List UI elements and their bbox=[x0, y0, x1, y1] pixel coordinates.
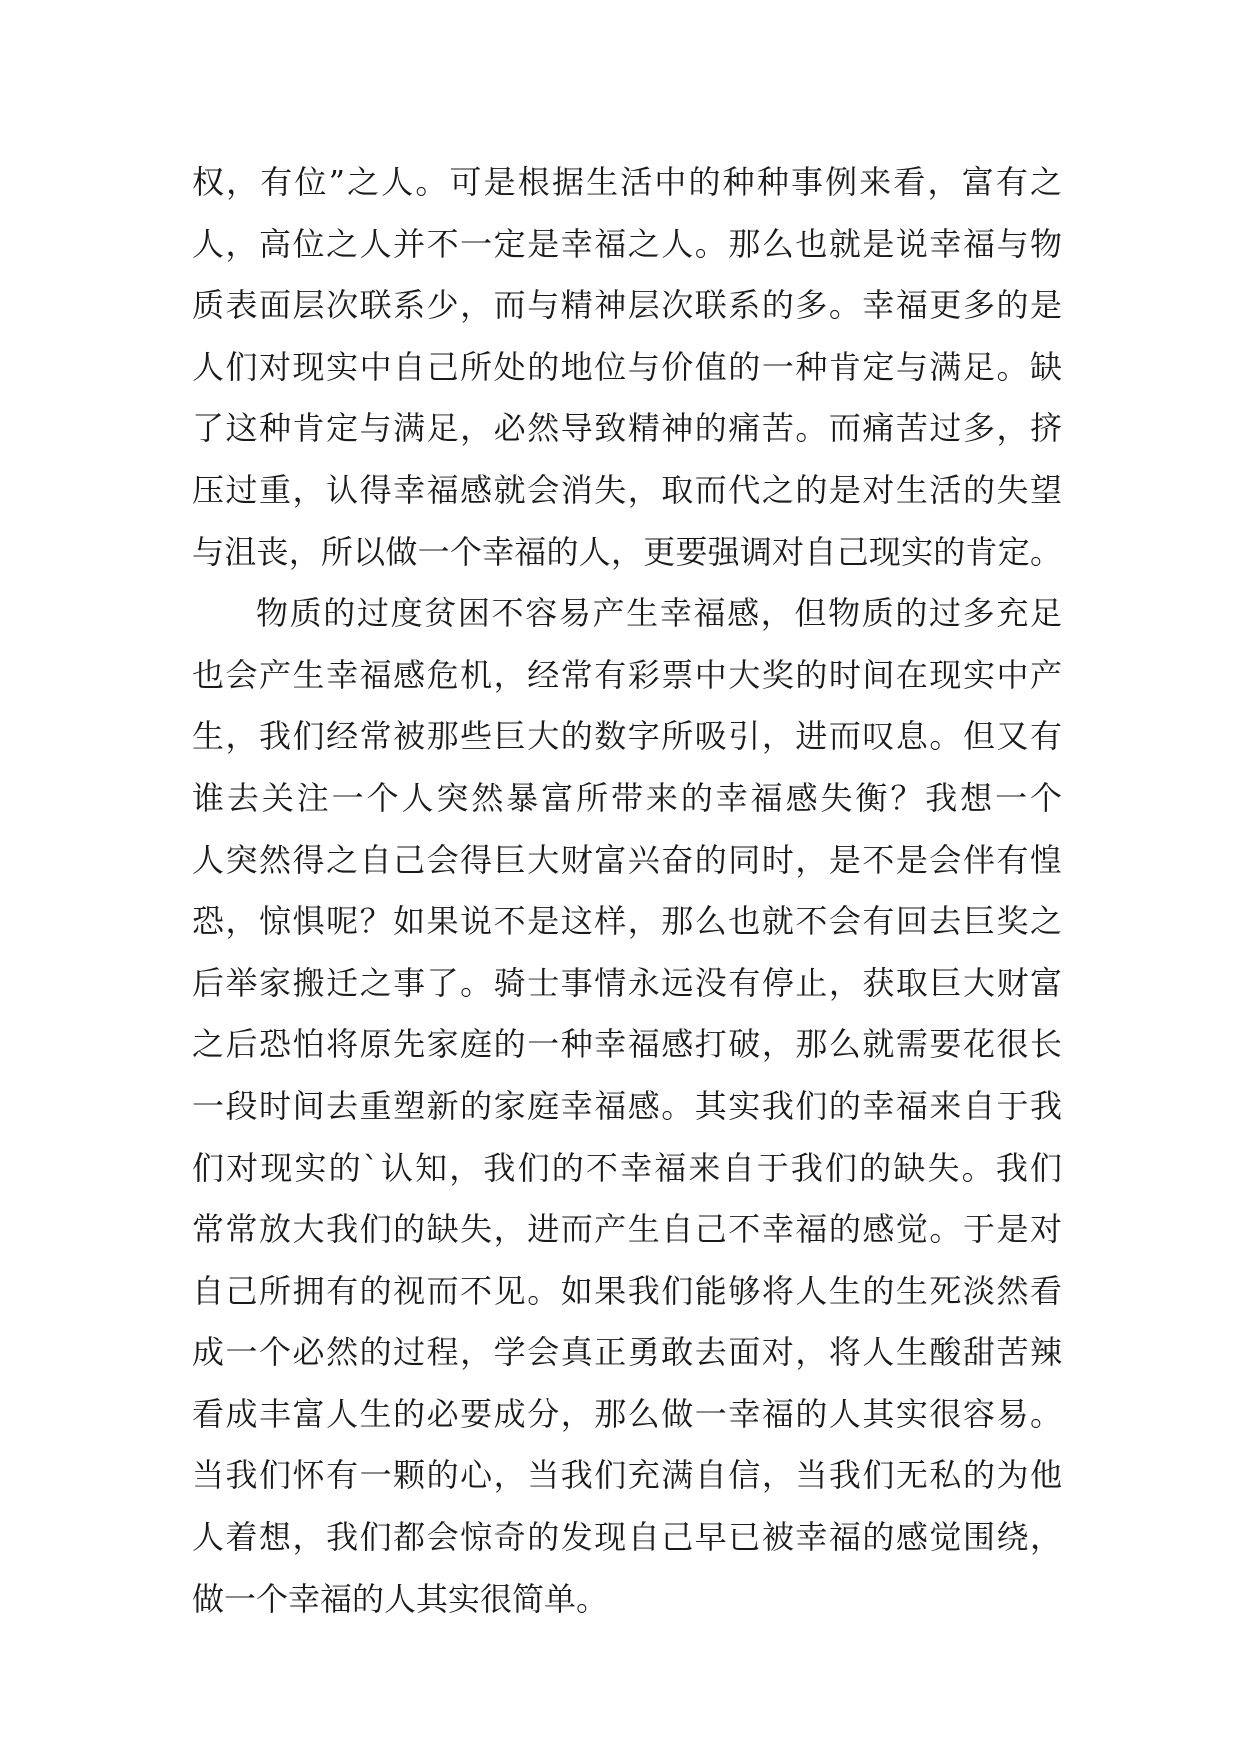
text-line: 与沮丧，所以做一个幸福的人，更要强调对自己现实的肯定。 bbox=[192, 532, 1062, 571]
text-line: 当我们怀有一颗的心，当我们充满自信，当我们无私的为他 bbox=[192, 1456, 1062, 1495]
text-line: 一段时间去重塑新的家庭幸福感。其实我们的幸福来自于我 bbox=[192, 1086, 1062, 1125]
text-line: 恐，惊惧呢？如果说不是这样，那么也就不会有回去巨奖之 bbox=[192, 902, 1062, 941]
text-line: 自己所拥有的视而不见。如果我们能够将人生的生死淡然看 bbox=[192, 1271, 1062, 1310]
text-line: 后举家搬迁之事了。骑士事情永远没有停止，获取巨大财富 bbox=[192, 963, 1062, 1002]
text-line: 谁去关注一个人突然暴富所带来的幸福感失衡？我想一个 bbox=[192, 778, 1062, 817]
text-line: 生，我们经常被那些巨大的数字所吸引，进而叹息。但又有 bbox=[192, 717, 1062, 756]
body-text bbox=[192, 152, 1062, 1630]
text-line: 权，有位”之人。可是根据生活中的种种事例来看，富有之 bbox=[192, 163, 1062, 201]
text-line: 人着想，我们都会惊奇的发现自己早已被幸福的感觉围绕， bbox=[192, 1518, 1062, 1557]
text-line: 们对现实的`认知，我们的不幸福来自于我们的缺失。我们 bbox=[192, 1148, 1062, 1187]
text-line: 了这种肯定与满足，必然导致精神的痛苦。而痛苦过多，挤 bbox=[192, 409, 1062, 448]
text-line: 看成丰富人生的必要成分，那么做一幸福的人其实很容易。 bbox=[192, 1394, 1062, 1433]
text-line: 质表面层次联系少，而与精神层次联系的多。幸福更多的是 bbox=[192, 286, 1062, 325]
text-line: 常常放大我们的缺失，进而产生自己不幸福的感觉。于是对 bbox=[192, 1210, 1062, 1249]
paragraph-last-line: 做一个幸福的人其实很简单。 bbox=[192, 1579, 609, 1618]
text-line: 成一个必然的过程，学会真正勇敢去面对，将人生酸甜苦辣 bbox=[192, 1333, 1062, 1372]
text-line: 人，高位之人并不一定是幸福之人。那么也就是说幸福与物 bbox=[192, 224, 1062, 263]
text-line: 人们对现实中自己所处的地位与价值的一种肯定与满足。缺 bbox=[192, 347, 1062, 386]
text-line: 人突然得之自己会得巨大财富兴奋的同时，是不是会伴有惶 bbox=[192, 840, 1062, 879]
text-line: 压过重，认得幸福感就会消失，取而代之的是对生活的失望 bbox=[192, 470, 1062, 509]
text-line: 也会产生幸福感危机，经常有彩票中大奖的时间在现实中产 bbox=[192, 655, 1062, 694]
paragraph-first-line: 物质的过度贫困不容易产生幸福感，但物质的过多充足 bbox=[256, 594, 1062, 633]
text-line: 之后恐怕将原先家庭的一种幸福感打破，那么就需要花很长 bbox=[192, 1025, 1062, 1064]
